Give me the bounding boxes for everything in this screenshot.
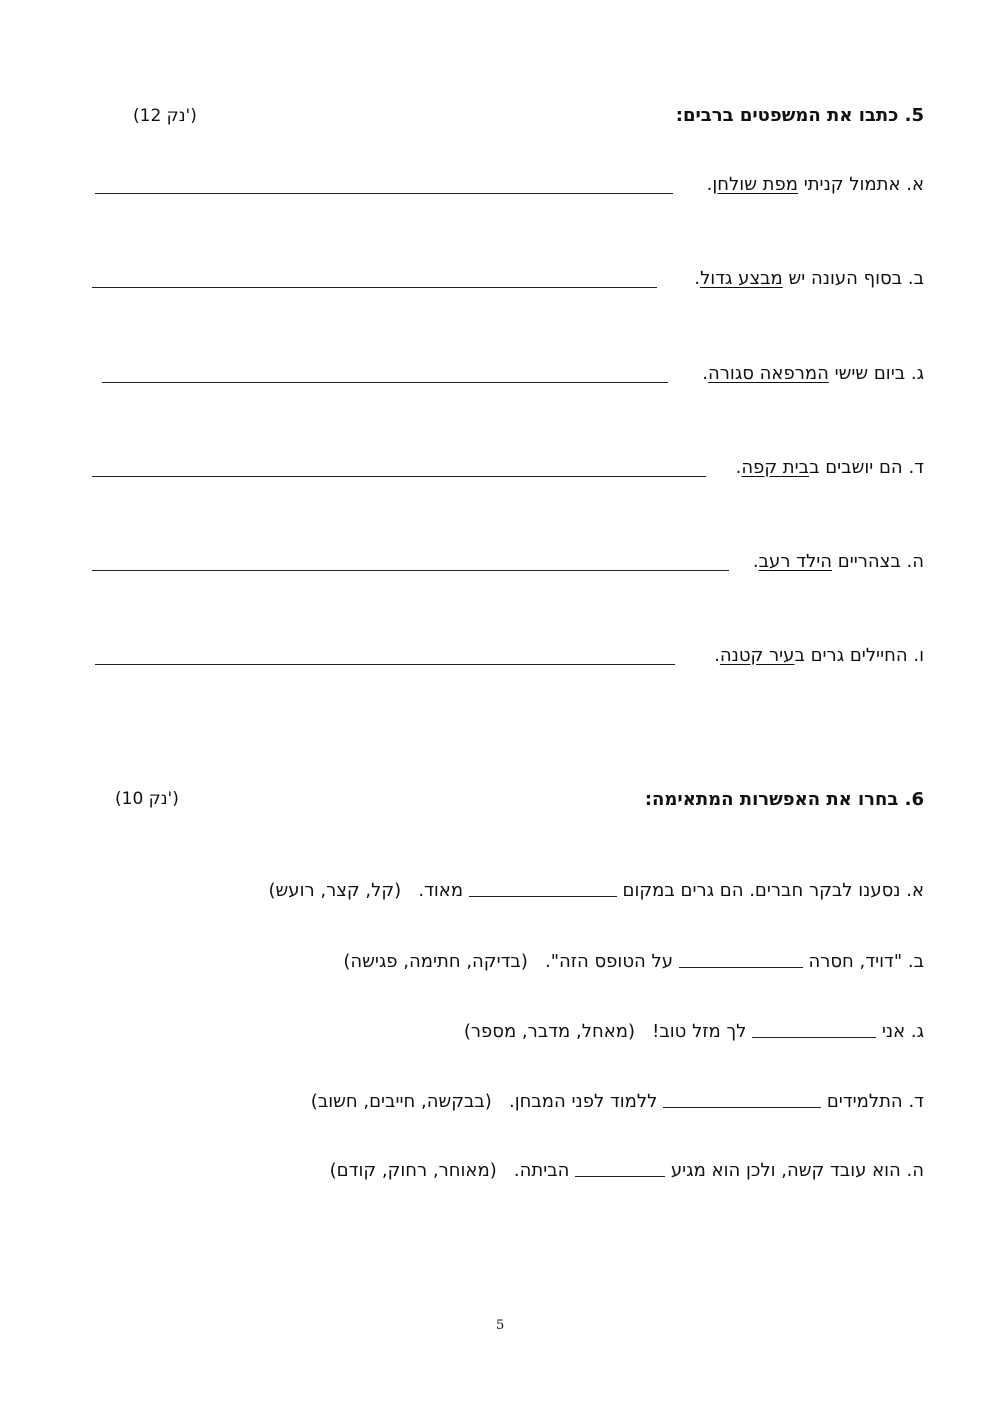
sentence-6d: ד. התלמידים ללמוד לפני המבחן. (בבקשה, חייבים, חשוב): [310, 1091, 924, 1112]
item-letter: ג.: [910, 363, 924, 384]
answer-line-5e[interactable]: [92, 570, 729, 571]
sentence-5d: ד. הם יושבים בבית קפה.: [735, 457, 924, 478]
underlined-phrase: בית קפה: [741, 457, 810, 478]
item-letter: ג.: [910, 1021, 924, 1042]
fill-in-blank[interactable]: [679, 966, 803, 968]
options: (קל, קצר, רועש): [268, 880, 402, 901]
options: (בדיקה, חתימה, פגישה): [343, 951, 528, 972]
fill-in-blank[interactable]: [663, 1106, 821, 1108]
answer-line-5a[interactable]: [95, 193, 673, 194]
item-letter: א.: [906, 880, 924, 901]
answer-line-5d[interactable]: [92, 476, 706, 477]
underlined-phrase: המרפאה סגורה: [708, 363, 829, 384]
sentence-6b: ב. "דויד, חסרה על הטופס הזה". (בדיקה, חתימה, פגישה): [343, 951, 924, 972]
sentence-6a: א. נסענו לבקר חברים. הם גרים במקום מאוד. (קל, קצר, רועש): [268, 880, 924, 901]
item-letter: ב.: [907, 951, 924, 972]
section5-points: (12 נק'): [133, 106, 197, 126]
item-letter: ד.: [908, 1091, 924, 1112]
underlined-phrase: מפת שולחן: [712, 174, 798, 195]
item-letter: ו.: [913, 645, 924, 666]
underlined-phrase: הילד רעב: [758, 551, 833, 572]
sentence-6e: ה. הוא עובד קשה, ולכן הוא מגיע הביתה. (מאוחר, רחוק, קודם): [329, 1160, 924, 1181]
item-letter: א.: [906, 174, 924, 195]
underlined-phrase: עיר קטנה: [719, 645, 795, 666]
options: (בבקשה, חייבים, חשוב): [310, 1091, 492, 1112]
sentence-5f: ו. החיילים גרים בעיר קטנה.: [714, 645, 924, 666]
item-letter: ד.: [908, 457, 924, 478]
fill-in-blank[interactable]: [469, 895, 617, 897]
sentence-5c: ג. ביום שישי המרפאה סגורה.: [702, 363, 924, 384]
sentence-5a: א. אתמול קניתי מפת שולחן.: [706, 174, 924, 195]
section5-title: 5. כתבו את המשפטים ברבים:: [675, 105, 924, 126]
section6-points: (10 נק'): [115, 789, 179, 809]
options: (מאוחר, רחוק, קודם): [329, 1160, 497, 1181]
answer-line-5f[interactable]: [95, 664, 675, 665]
item-letter: ה.: [906, 1160, 924, 1181]
options: (מאחל, מדבר, מספר): [463, 1021, 635, 1042]
sentence-6c: ג. אני לך מזל טוב! (מאחל, מדבר, מספר): [463, 1021, 924, 1042]
fill-in-blank[interactable]: [575, 1175, 665, 1177]
answer-line-5b[interactable]: [92, 287, 657, 288]
answer-line-5c[interactable]: [102, 382, 668, 383]
underlined-phrase: מבצע גדול: [700, 268, 783, 289]
section6-title: 6. בחרו את האפשרות המתאימה:: [644, 789, 924, 810]
sentence-5b: ב. בסוף העונה יש מבצע גדול.: [694, 268, 924, 289]
item-letter: ב.: [907, 268, 924, 289]
fill-in-blank[interactable]: [752, 1036, 876, 1038]
sentence-5e: ה. בצהריים הילד רעב.: [752, 551, 924, 572]
page-number: 5: [496, 1318, 505, 1333]
item-letter: ה.: [906, 551, 924, 572]
